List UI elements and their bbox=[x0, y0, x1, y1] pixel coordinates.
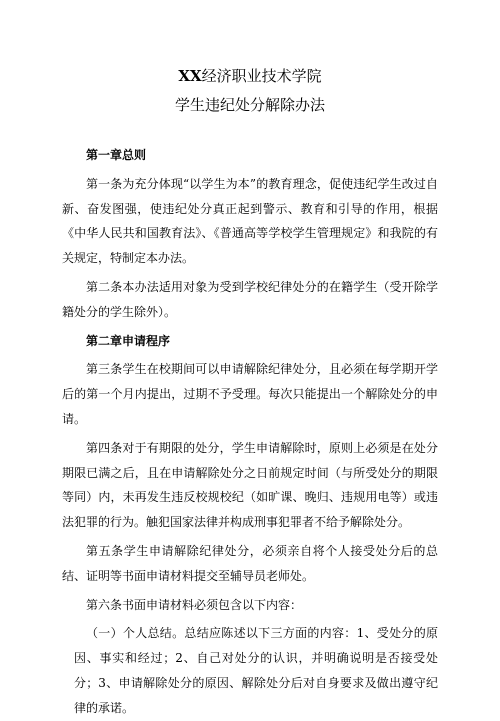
article-paragraph: 第一条为充分体现“以学生为本”的教育理念，促使违纪学生改过自新、奋发图强，使违纪处分真正起到警示、教育和引导的作用，根据《中华人民共和国教育法》、《普通高等学校学生管理规定》和我院的有关规定，特制定本办法。 bbox=[62, 176, 438, 266]
chapter-heading: 第一章总则 bbox=[86, 148, 147, 162]
document-title bbox=[0, 66, 500, 86]
article-paragraph: 第二条本办法适用对象为受到学校纪律处分的在籍学生（受开除学籍处分的学生除外）。 bbox=[62, 279, 438, 319]
article-paragraph: 第三条学生在校期间可以申请解除纪律处分，且必须在每学期开学后的第一个月内提出，过期不予受理。每次只能提出一个解除处分的申请。 bbox=[62, 362, 438, 426]
document-subtitle: 学生违纪处分解除办法 bbox=[174, 96, 325, 114]
article-paragraph: 第五条学生申请解除纪律处分，必须亲自将个人接受处分后的总结、证明等书面申请材料提交至辅导员老师处。 bbox=[62, 543, 438, 583]
chapter-heading: 第二章申请程序 bbox=[86, 333, 171, 348]
document-body bbox=[62, 143, 438, 721]
title-prefix: XX bbox=[178, 67, 202, 85]
title-rest: 经济职业技术学院 bbox=[201, 67, 322, 85]
sub-item-paragraph: （一）个人总结。总结应陈述以下三方面的内容：1、受处分的原因、事实和经过；2、自己对处分的认识，并明确说明是否接受处分；3、申请解除处分的原因、解除处分后对自身要求及做出遵守纪律的承诺。 bbox=[74, 626, 438, 715]
article-paragraph: 第四条对于有期限的处分，学生申请解除时，原则上必须是在处分期限已满之后，且在申请解除处分之日前规定时间（与所受处分的期限等同）内，未再发生违反校规校纪（如旷课、晚归、违规用电等）或违法犯罪的行为。触犯国家法律并构成刑事犯罪者不给予解除处分。 bbox=[62, 440, 438, 530]
article-paragraph: 第六条书面申请材料必须包含以下内容： bbox=[86, 597, 303, 612]
